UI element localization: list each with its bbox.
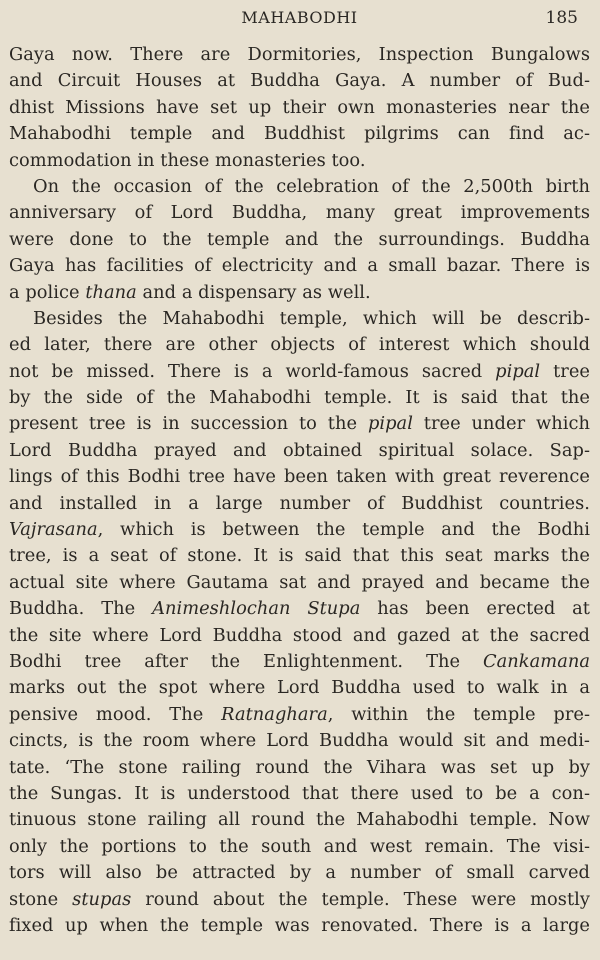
text-line: by the side of the Mahabodhi temple. It is said that the	[9, 387, 590, 409]
text-line: actual site where Gautama sat and prayed and became the	[9, 571, 590, 593]
text-line: Vajrasana, which is between the temple and the Bodhi	[9, 519, 590, 541]
text-line: lings of this Bodhi tree have been taken with great reverence	[9, 466, 590, 488]
text-line: Buddha. The Animeshlochan Stupa has been erected at	[9, 598, 591, 620]
text-line: Lord Buddha prayed and obtained spiritual solace. Sap-	[9, 439, 590, 461]
text-line: and Circuit Houses at Buddha Gaya. A number of Bud-	[9, 70, 590, 92]
text-line: Bodhi tree after the Enlightenment. The Cankamana	[9, 650, 590, 672]
text-line: dhist Missions have set up their own monasteries near the	[9, 96, 590, 118]
page-header	[9, 0, 590, 42]
text-line: tinuous stone railing all round the Mahabodhi temple. Now	[9, 809, 590, 831]
running-title: MAHABODHI	[241, 8, 358, 27]
text-line: anniversary of Lord Buddha, many great improvements	[9, 202, 590, 224]
text-line: Besides the Mahabodhi temple, which will be describ-	[33, 307, 590, 329]
text-line: ed later, there are other objects of interest which should	[9, 334, 590, 356]
text-line: Gaya has facilities of electricity and a small bazar. There is	[9, 255, 590, 277]
text-line: Gaya now. There are Dormitories, Inspection Bungalows	[9, 44, 590, 65]
text-line: tate. ‘The stone railing round the Vihara was set up by	[9, 756, 590, 778]
text-line: pensive mood. The Ratnaghara, within the temple pre-	[9, 703, 590, 725]
text-line: Mahabodhi temple and Buddhist pilgrims can find ac-	[9, 123, 590, 145]
text-line: marks out the spot where Lord Buddha used to walk in a	[9, 677, 590, 699]
text-line: commodation in these monasteries too.	[9, 149, 366, 171]
text-line: only the portions to the south and west remain. The visi-	[9, 835, 590, 857]
text-line: tree, is a seat of stone. It is said that this seat marks the	[9, 545, 590, 567]
text-line: the site where Lord Buddha stood and gazed at the sacred	[9, 624, 590, 646]
text-line: a police thana and a dispensary as well.	[9, 281, 371, 303]
text-line: stone stupas round about the temple. These were mostly	[9, 888, 591, 910]
body-text	[9, 42, 590, 939]
text-line: On the occasion of the celebration of the 2,500th birth	[33, 175, 590, 197]
text-line: the Sungas. It is understood that there used to be a con-	[9, 782, 590, 804]
text-line: present tree is in succession to the pipal tree under which	[9, 413, 591, 435]
text-line: fixed up when the temple was renovated. There is a large	[9, 914, 590, 936]
text-line: were done to the temple and the surroundings. Buddha	[9, 228, 590, 250]
text-line: tors will also be attracted by a number of small carved	[9, 862, 590, 884]
page-number: 185	[545, 8, 578, 28]
text-line: cincts, is the room where Lord Buddha would sit and medi-	[9, 730, 590, 752]
text-line: and installed in a large number of Buddhist countries.	[9, 492, 590, 514]
text-line: not be missed. There is a world-famous sacred pipal tree	[9, 360, 591, 382]
